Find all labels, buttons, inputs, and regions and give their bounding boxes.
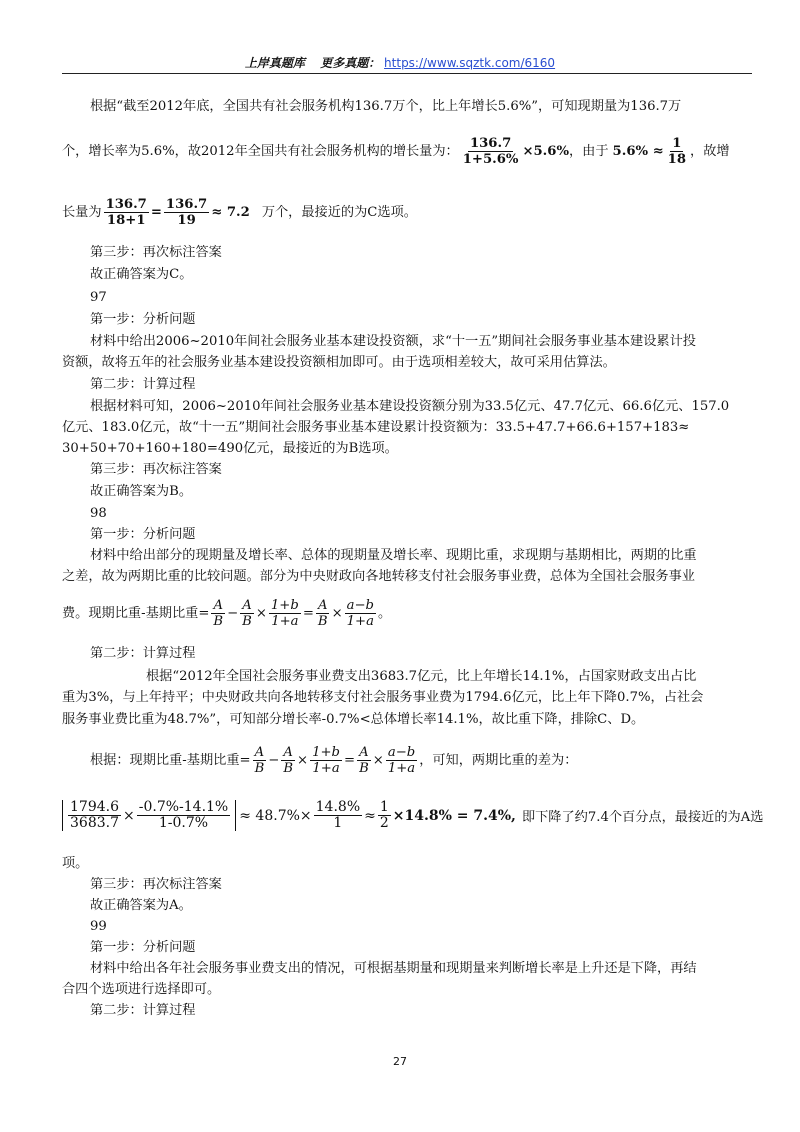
header-rule [62,73,752,74]
step-heading: 第一步：分析问题 [90,940,196,955]
numerator: a−b [387,745,416,760]
fraction [68,800,121,831]
text-span: 即下降了约7.4个百分点，最接近的为A选 [521,810,764,825]
formula-text: = [150,204,162,220]
numerator: A [213,598,223,613]
text-line: 亿元、183.0亿元，故“十一五”期间社会服务事业基本建设累计投资额为：33.5+47.7+66.6+157+183≈ [62,420,690,435]
text-line: 项。 [62,856,89,871]
text-line: 材料中给出2006~2010年间社会服务业基本建设投资额，求“十一五”期间社会服务事业基本建设累计投 [90,334,696,349]
formula-line [90,745,780,776]
formula-text: − [268,752,280,768]
formula-line [62,136,752,167]
formula-text: ≈ 7.2 [211,204,250,220]
header-brand: 上岸真题库 [244,56,305,70]
question-number: 99 [90,919,107,934]
formula-text: = [344,752,356,768]
numerator: A [254,745,265,760]
text-span: ，可知，两期比重的差为： [419,752,578,768]
text-span: 个，增长率为5.6%，故2012年全国共有社会服务机构的增长量为： [62,143,459,159]
fraction [316,598,330,629]
formula-line [62,800,763,831]
denominator: 1+a [387,761,416,776]
header-more-label: 更多真题： [320,56,381,70]
fraction [461,136,521,167]
formula-text: ×14.8% = 7.4%, [392,807,516,824]
absolute-value [62,800,236,831]
numerator: A [359,745,369,760]
text-line: 合四个选项进行选择即可。 [62,982,221,997]
answer-line: 故正确答案为A。 [90,898,192,913]
denominator: 19 [177,213,196,228]
fraction [386,745,417,776]
denominator: 3683.7 [70,815,119,831]
text-line: 根据“2012年全国社会服务事业费支出3683.7亿元，比上年增长14.1%，占国家财政支出占比 [146,669,697,684]
formula-line [62,598,752,629]
text-line: 重为3%，与上年持平；中央财政共向各地转移支付社会服务事业费为1794.6亿元，比上年下降0.7%，占社会 [62,690,704,705]
text-line: 根据材料可知，2006~2010年间社会服务业基本建设投资额分别为33.5亿元、47.7亿元、66.6亿元、157.0 [90,399,730,414]
answer-line: 故正确答案为B。 [90,484,193,499]
formula-text: ≈ 48.7%× [239,807,312,824]
page-number: 27 [393,1055,407,1068]
text-span: 根据：现期比重-基期比重= [90,752,251,768]
denominator: 1+a [346,614,374,629]
numerator: 136.7 [105,197,147,212]
formula-text: − [227,605,239,621]
step-heading: 第三步：再次标注答案 [90,245,222,260]
denominator: B [317,614,328,629]
denominator: B [242,614,252,629]
denominator: B [359,761,369,776]
denominator: B [283,761,294,776]
text-span: ，由于 [568,143,609,159]
formula-text: × [372,752,384,768]
answer-line: 故正确答案为C。 [90,267,193,282]
step-heading: 第一步：分析问题 [90,312,196,327]
denominator: 1 [333,815,343,831]
fraction [314,800,362,831]
formula-text: × [123,807,135,824]
text-line: 30+50+70+160+180=490亿元，最接近的为B选项。 [62,441,398,456]
text-span: 。 [378,605,392,621]
step-heading: 第三步：再次标注答案 [90,462,222,477]
fraction [378,800,391,831]
fraction [253,745,267,776]
numerator: A [283,745,293,760]
formula-text: × [297,752,309,768]
step-heading: 第一步：分析问题 [90,527,196,542]
numerator: 1 [379,799,389,815]
numerator: 14.8% [315,799,361,815]
numerator: A [317,598,328,613]
denominator: 1+a [271,614,299,629]
formula-text: 5.6% ≈ [612,143,664,159]
step-heading: 第三步：再次标注答案 [90,877,222,892]
fraction [281,745,295,776]
denominator: B [254,761,265,776]
formula-text: × [255,605,267,621]
fraction [269,598,301,629]
fraction [666,136,688,167]
fraction [104,197,149,228]
step-heading: 第二步：计算过程 [90,646,196,661]
header-link[interactable]: https://www.sqztk.com/6160 [384,56,556,70]
text-span: 费。现期比重-基期比重= [62,605,210,621]
numerator: a−b [346,598,374,613]
numerator: -0.7%-14.1% [138,799,229,815]
text-line: 材料中给出部分的现期量及增长率、总体的现期量及增长率、现期比重，求现期与基期相比，两期的比重 [90,548,697,563]
text-line: 之差，故为两期比重的比较问题。部分为中央财政向各地转移支付社会服务事业费，总体为全国社会服务事业 [62,569,695,584]
fraction [357,745,371,776]
step-heading: 第二步：计算过程 [90,377,196,392]
question-number: 98 [90,506,107,521]
denominator: 18 [667,152,687,167]
denominator: 18+1 [106,213,146,228]
formula-text: ×5.6% [522,143,569,159]
fraction [345,598,376,629]
page-header [0,54,800,71]
formula-text: ≈ [364,807,376,824]
denominator: 1+5.6% [462,152,519,167]
denominator: B [213,614,224,629]
text-line: 资额，故将五年的社会服务业基本建设投资额相加即可。由于选项相差较大，故可采用估算法。 [62,355,616,370]
text-span: ，故增 [690,143,730,159]
denominator: 2 [379,815,389,831]
question-number: 97 [90,290,107,305]
numerator: 1794.6 [70,799,119,815]
numerator: 136.7 [165,197,208,212]
denominator: 1+a [312,761,340,776]
numerator: 1 [672,136,682,151]
formula-line [62,197,752,228]
fraction [310,745,342,776]
fraction [164,197,209,228]
numerator: 1+b [270,598,299,613]
text-line: 根据“截至2012年底，全国共有社会服务机构136.7万个，比上年增长5.6%”，可知现期量为136.7万 [90,99,682,114]
text-line: 材料中给出各年社会服务事业费支出的情况，可根据基期量和现期量来判断增长率是上升还是下降，再结 [90,961,697,976]
formula-text: = [302,605,314,621]
text-span: 长量为 [62,204,102,220]
fraction [137,800,231,831]
text-line: 服务事业费比重为48.7%”，可知部分增长率-0.7%<总体增长率14.1%，故比重下降，排除C、D。 [62,712,645,727]
denominator: 1-0.7% [158,815,209,831]
fraction [240,598,254,629]
numerator: 1+b [312,745,340,760]
numerator: 136.7 [469,136,512,151]
fraction [211,598,225,629]
step-heading: 第二步：计算过程 [90,1003,196,1018]
formula-text: × [331,605,343,621]
text-span: 万个，最接近的为C选项。 [261,204,417,220]
numerator: A [242,598,252,613]
